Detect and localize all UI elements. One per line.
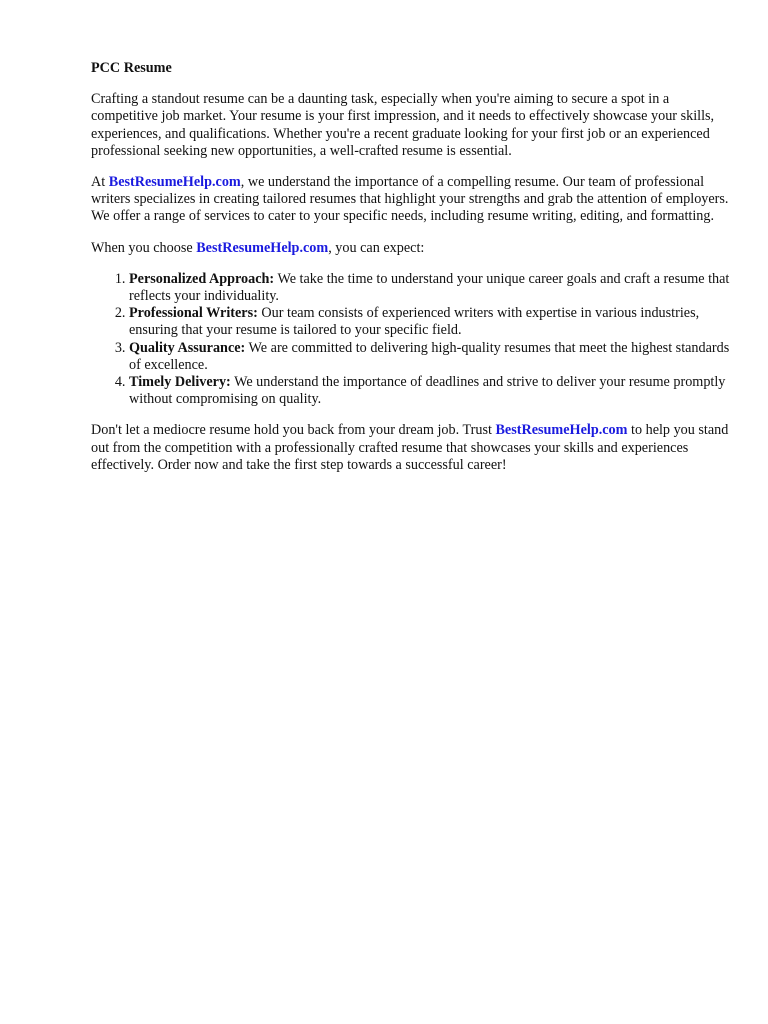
list-item-term: Professional Writers: bbox=[129, 305, 258, 322]
list-item-text: We take the time to understand your unique career goals and craft a resume that reflects your individuality. bbox=[129, 270, 730, 305]
services-prefix: At bbox=[91, 174, 109, 191]
services-text: , we understand the importance of a compelling resume. Our team of professional writers specializes in creating tailored resumes that highlight your strengths and grab the attention of employers. We offer a range of services to cater to your specific needs, including resume writing, editing, and formatting. bbox=[91, 174, 729, 225]
list-item-term: Personalized Approach: bbox=[129, 270, 275, 287]
closing-prefix: Don't let a mediocre resume hold you back from your dream job. Trust bbox=[91, 422, 496, 439]
expect-suffix: , you can expect: bbox=[328, 239, 425, 256]
list-item-text: Our team consists of experienced writers with expertise in various industries, ensuring that your resume is tailored to your specific field. bbox=[129, 305, 700, 339]
list-item-text: We understand the importance of deadlines and strive to deliver your resume promptly without compromising on quality. bbox=[129, 374, 726, 408]
bestresumehelp-link[interactable]: BestResumeHelp.com bbox=[196, 239, 329, 256]
intro-paragraph: Crafting a standout resume can be a daunting task, especially when you're aiming to secure a spot in a competitive job market. Your resume is your first impression, and it needs to effectively showcase your skills, experiences, and qualifications. Whether you're a recent graduate looking for your first job or an experienced professional seeking new opportunities, a well-crafted resume is essential. bbox=[91, 91, 715, 159]
closing-paragraph bbox=[91, 422, 731, 474]
list-item bbox=[129, 374, 731, 408]
bestresumehelp-link[interactable]: BestResumeHelp.com bbox=[495, 422, 628, 439]
expect-prefix: When you choose bbox=[91, 239, 197, 256]
list-item bbox=[129, 271, 731, 305]
list-item-term: Quality Assurance: bbox=[129, 339, 246, 356]
document-page bbox=[91, 60, 731, 488]
services-paragraph bbox=[91, 174, 731, 226]
benefits-list bbox=[91, 271, 731, 409]
bestresumehelp-link[interactable]: BestResumeHelp.com bbox=[108, 174, 241, 191]
document-title: PCC Resume bbox=[91, 60, 172, 76]
closing-text: to help you stand out from the competition with a professionally crafted resume that showcases your skills and experiences effectively. Order now and take the first step towards a successful career! bbox=[91, 422, 729, 473]
list-item-term: Timely Delivery: bbox=[129, 374, 231, 391]
expect-paragraph bbox=[91, 240, 731, 257]
list-item-text: We are committed to delivering high-quality resumes that meet the highest standards of excellence. bbox=[129, 339, 730, 373]
list-item bbox=[129, 340, 731, 374]
list-item bbox=[129, 305, 731, 339]
